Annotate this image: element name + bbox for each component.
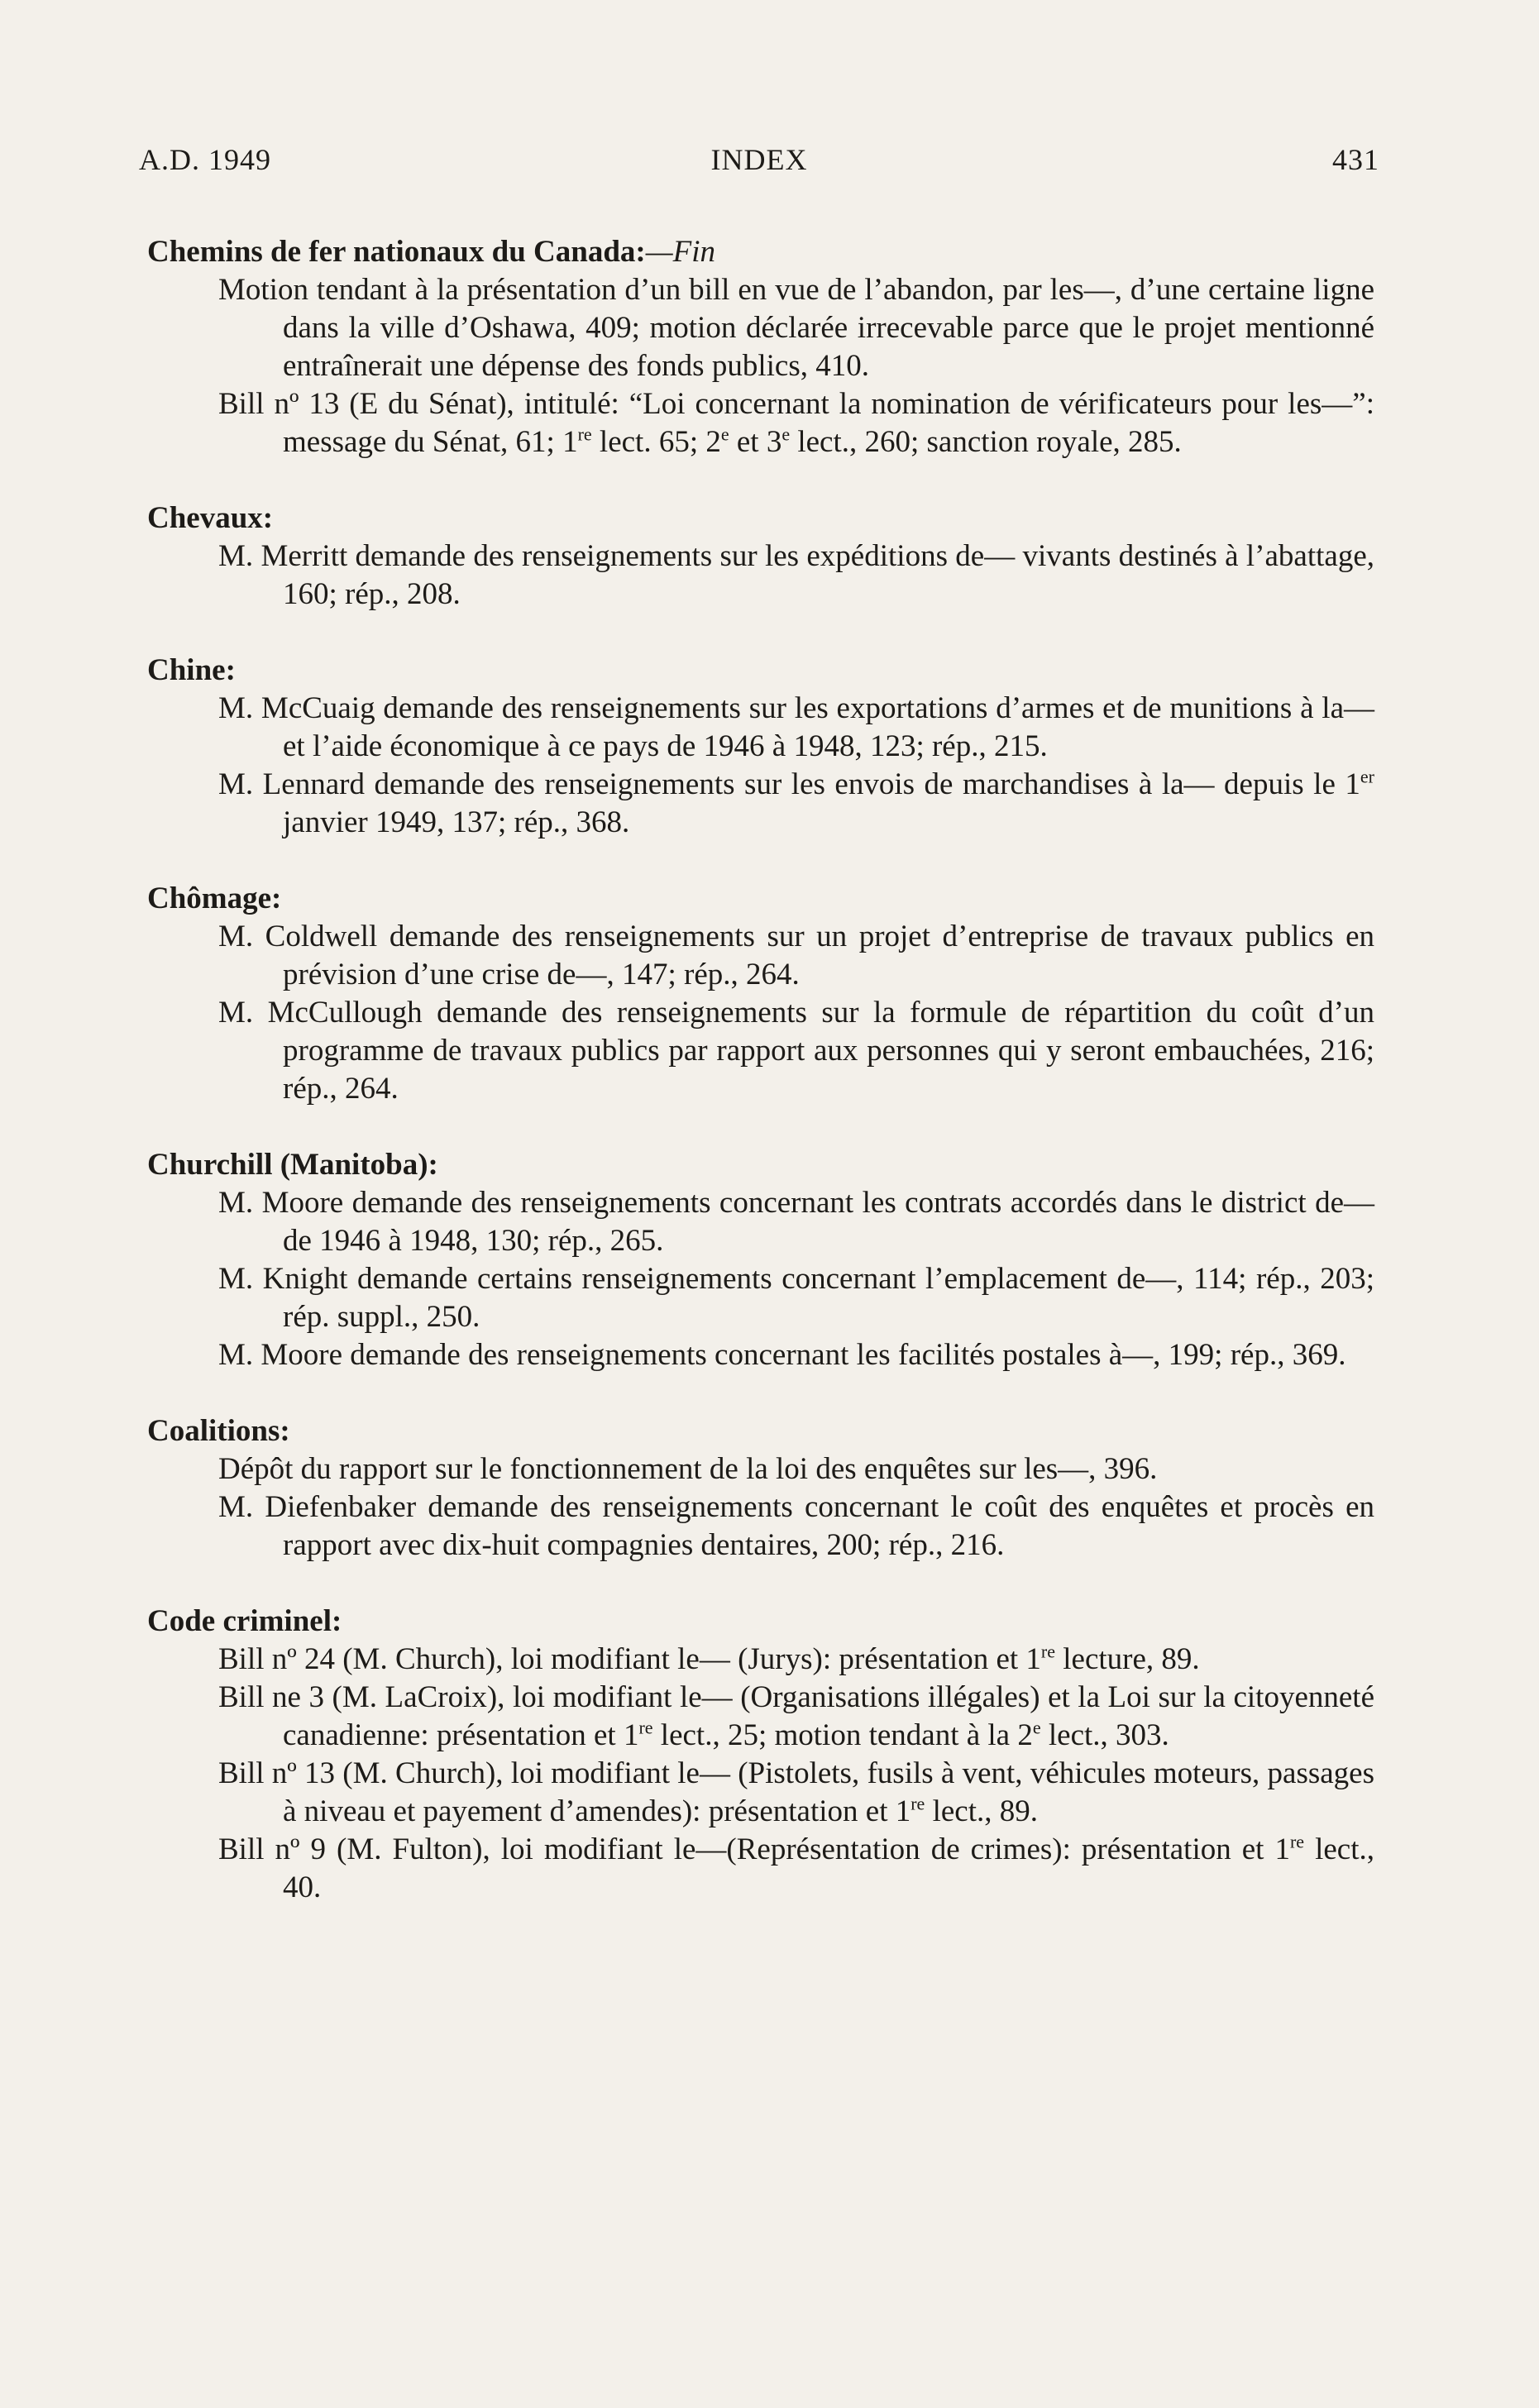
section-heading: Chômage: xyxy=(147,882,282,915)
index-entry: Bill nº 13 (M. Church), loi modifiant le— (Pistolets, fusils à vent, véhicules moteurs, passages à niveau et payement d’amendes): présentation et 1re lect., 89. xyxy=(218,1756,1374,1828)
index-entry: M. Coldwell demande des renseignements sur un projet d’entreprise de travaux publics en prévision d’une crise de—, 147; rép., 264. xyxy=(218,920,1374,991)
index-entry: Dépôt du rapport sur le fonctionnement de la loi des enquêtes sur les—, 396. xyxy=(218,1452,1158,1486)
page-number: 431 xyxy=(1332,143,1379,176)
index-entry: M. McCuaig demande des renseignements sur les exportations d’armes et de munitions à la— et l’aide économique à ce pays de 1946 à 1948, 123; rép., 215. xyxy=(218,691,1374,763)
running-header xyxy=(139,142,1379,180)
section-heading: Chemins de fer nationaux du Canada:—Fin xyxy=(147,235,716,269)
index-entry: M. Knight demande certains renseignements concernant l’emplacement de—, 114; rép., 203; rép. suppl., 250. xyxy=(218,1262,1374,1334)
index-body xyxy=(147,233,1374,1945)
index-section xyxy=(147,499,1374,614)
index-section xyxy=(147,233,1374,461)
header-year: A.D. 1949 xyxy=(139,143,271,176)
index-entry: M. Moore demande des renseignements concernant les facilités postales à—, 199; rép., 369. xyxy=(218,1338,1346,1372)
index-entry: Bill ne 3 (M. LaCroix), loi modifiant le— (Organisations illégales) et la Loi sur la citoyenneté canadienne: présentation et 1re lect., 25; motion tendant à la 2e lect., 303. xyxy=(218,1680,1374,1752)
index-entry: Bill nº 9 (M. Fulton), loi modifiant le—(Représentation de crimes): présentation et 1re lect., 40. xyxy=(218,1831,1374,1904)
section-heading: Chevaux: xyxy=(147,501,274,535)
index-entry: M. Merritt demande des renseignements sur les expéditions de— vivants destinés à l’abattage, 160; rép., 208. xyxy=(218,539,1374,611)
index-section xyxy=(147,1146,1374,1374)
index-entry: Motion tendant à la présentation d’un bill en vue de l’abandon, par les—, d’une certaine ligne dans la ville d’Oshawa, 409; motion déclarée irrecevable parce que le projet mentionné entraînerait une dépense des fonds publics, 410. xyxy=(218,273,1374,383)
section-heading: Code criminel: xyxy=(147,1604,342,1638)
index-entry: Bill nº 13 (E du Sénat), intitulé: “Loi concernant la nomination de vérificateurs pour les—”: message du Sénat, 61; 1re lect. 65; 2e et 3e lect., 260; sanction royale, 285. xyxy=(218,387,1374,459)
index-section xyxy=(147,880,1374,1108)
index-entry: Bill nº 24 (M. Church), loi modifiant le— (Jurys): présentation et 1re lecture, 89. xyxy=(218,1641,1200,1676)
index-entry: M. Lennard demande des renseignements sur les envois de marchandises à la— depuis le 1er janvier 1949, 137; rép., 368. xyxy=(218,766,1374,839)
index-section xyxy=(147,1412,1374,1565)
section-heading: Coalitions: xyxy=(147,1414,290,1448)
section-heading: Churchill (Manitoba): xyxy=(147,1148,438,1182)
section-heading: Chine: xyxy=(147,653,236,687)
heading-continuation: —Fin xyxy=(645,235,716,269)
index-section xyxy=(147,652,1374,842)
index-entry: M. McCullough demande des renseignements sur la formule de répartition du coût d’un programme de travaux publics par rapport aux personnes qui y seront embauchées, 216; rép., 264. xyxy=(218,996,1374,1106)
index-entry: M. Diefenbaker demande des renseignements concernant le coût des enquêtes et procès en rapport avec dix-huit compagnies dentaires, 200; rép., 216. xyxy=(218,1490,1374,1562)
header-title: INDEX xyxy=(710,143,808,176)
index-section xyxy=(147,1603,1374,1907)
index-entry: M. Moore demande des renseignements concernant les contrats accordés dans le district de— de 1946 à 1948, 130; rép., 265. xyxy=(218,1186,1374,1258)
